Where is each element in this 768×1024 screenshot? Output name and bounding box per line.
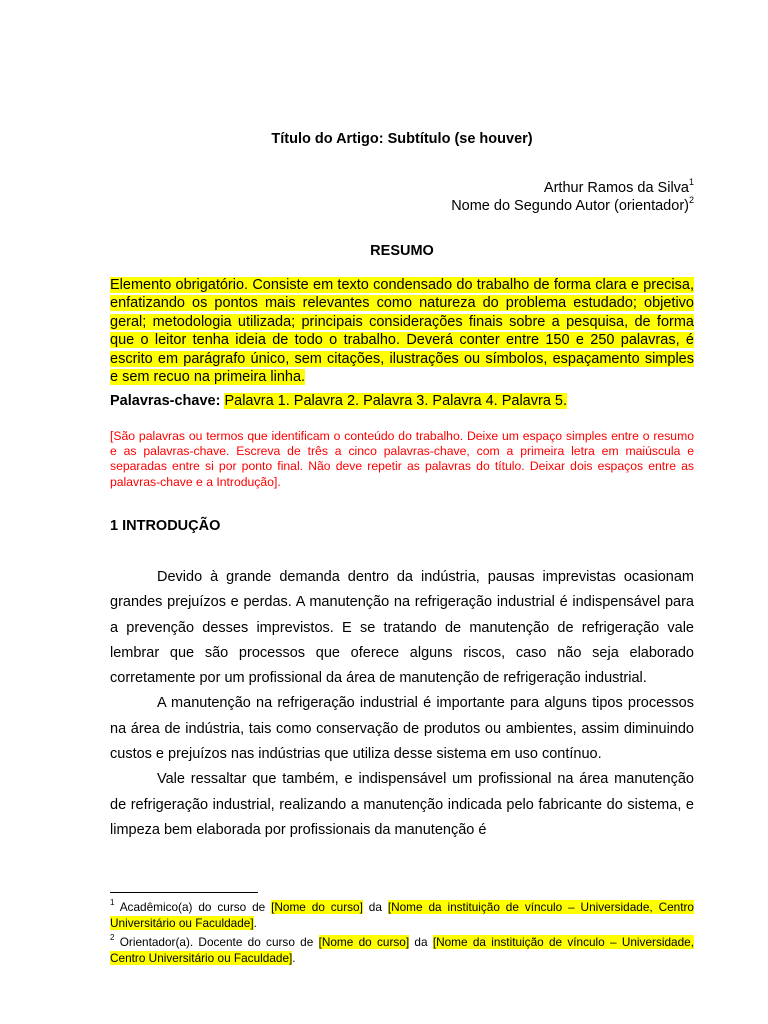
body-paragraph: Vale ressaltar que também, e indispensável um profissional na área manutenção de refrigeração industrial, realizando a manutenção indicada pelo fabricante do sistema, e limpeza bem elaborada por profissionais da manutenção é [110, 771, 694, 838]
footnote-middle: da [409, 934, 433, 949]
article-title: Título do Artigo: Subtítulo (se houver) [271, 131, 533, 147]
abstract-body: Elemento obrigatório. Consiste em texto condensado do trabalho de forma clara e precisa, enfatizando os pontos mais relevantes como natureza do problema estudado; objetivo geral; metodologia utilizada; principais considerações finais sobre a pesquisa, de forma que o leitor tenha ideia de todo o trabalho. Deverá conter entre 150 e 250 palavras, é escrito em parágrafo único, sem citações, ilustrações ou símbolos, espaçamento simples e sem recuo na primeira linha. [110, 277, 694, 386]
footnotes [110, 896, 694, 966]
footnote-2 [110, 931, 694, 966]
footnote-institution: [Nome da instituição de vínculo – Universidade, Centro Universitário ou Faculdade] [110, 934, 694, 965]
footnote-prefix: Orientador(a). Docente do curso de [114, 934, 319, 949]
footnote-number: 1 [110, 898, 115, 907]
footnote-separator [110, 892, 258, 893]
footnote-prefix: Acadêmico(a) do curso de [114, 899, 272, 914]
author-1 [544, 178, 694, 196]
keywords-instruction-note: [São palavras ou termos que identificam o conteúdo do trabalho. Deixe um espaço simples entre o resumo e as palavras-chave. Escreva de três a cinco palavras-chave, com a primeira letra em maiúscula e separadas entre si por ponto final. Não deve repetir as palavras do título. Deixar dois espaços entre as palavras-chave e a Introdução]. [110, 429, 694, 489]
abstract-text [110, 276, 694, 386]
footnote-course: [Nome do curso] [271, 899, 363, 914]
keywords-line [110, 393, 694, 409]
body-paragraph: Devido à grande demanda dentro da indústria, pausas imprevistas ocasionam grandes prejuízos e perdas. A manutenção na refrigeração industrial é indispensável para a prevenção desses imprevistos. E se tratando de manutenção de refrigeração vale lembrar que são processos que oferece alguns riscos, caso não seja elaborado corretamente por um profissional da área de manutenção de refrigeração industrial. [110, 569, 694, 687]
keywords-list: Palavra 1. Palavra 2. Palavra 3. Palavra 4. Palavra 5. [224, 393, 568, 409]
keywords-label: Palavras-chave: [110, 393, 221, 409]
footnote-marker: 1 [688, 177, 694, 187]
footnote-number: 2 [110, 932, 115, 942]
footnote-suffix: . [253, 915, 257, 930]
footnote-1 [110, 896, 694, 931]
abstract-heading: RESUMO [370, 243, 434, 259]
author-name: Nome do Segundo Autor (orientador) [451, 197, 689, 214]
footnote-institution: [Nome da instituição de vínculo – Universidade, Centro Universitário ou Faculdade] [110, 899, 694, 930]
body-paragraph: A manutenção na refrigeração industrial é importante para alguns tipos processos na área de indústria, tais como conservação de produtos ou ambientes, assim diminuindo custos e prejuízos nas indústrias que utiliza desse sistema em uso contínuo. [110, 695, 694, 763]
author-name: Arthur Ramos da Silva [543, 179, 689, 196]
section-body [110, 565, 694, 843]
footnote-suffix: . [292, 950, 296, 965]
section-heading: 1 INTRODUÇÃO [110, 518, 221, 534]
author-2 [451, 196, 694, 214]
footnote-course: [Nome do curso] [318, 934, 410, 949]
footnote-marker: 2 [688, 195, 694, 205]
footnote-middle: da [362, 899, 388, 914]
